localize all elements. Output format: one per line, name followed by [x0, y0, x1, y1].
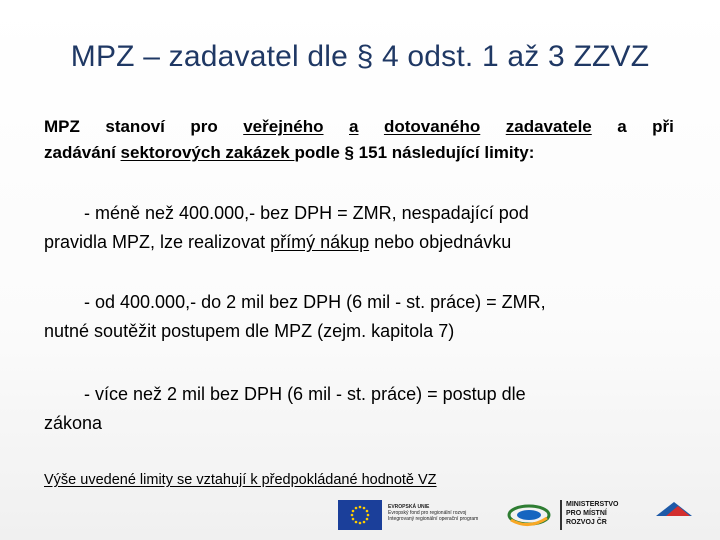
limit-item-3-line-2: zákona [44, 413, 103, 433]
limit-item-1-line-2 [44, 228, 644, 257]
direct-purchase: přímý nákup [270, 232, 370, 252]
intro-word: pro [190, 117, 218, 136]
intro-sector-contracts: sektorových zakázek [120, 143, 295, 162]
intro-line-2 [44, 140, 674, 166]
intro-line-1 [44, 114, 674, 140]
eu-caption-line: EVROPSKÁ UNIE [388, 504, 430, 510]
limit-text: pravidla MPZ, lze realizovat [44, 232, 271, 252]
limit-item-3 [44, 380, 644, 438]
footnote: Výše uvedené limity se vztahují k předpokládané hodnotě VZ [44, 472, 437, 488]
mmr-line: ROZVOJ ČR [566, 519, 607, 526]
mmr-line: PRO MÍSTNÍ [566, 510, 607, 517]
intro-word: stanoví [105, 117, 165, 136]
limit-text: nebo objednávku [369, 232, 512, 252]
intro-word-subsidized: dotovaného [383, 117, 481, 136]
footer-logos [0, 494, 720, 540]
limit-item-3-line-1: - více než 2 mil bez DPH (6 mil - st. práce) = postup dle [84, 384, 526, 404]
eu-caption [388, 504, 498, 522]
intro-word: a [617, 117, 627, 136]
intro-paragraph [44, 114, 674, 166]
mmr-line: MINISTERSTVO [566, 501, 619, 508]
intro-word-public: veřejného [243, 117, 324, 136]
slide-title: MPZ – zadavatel dle § 4 odst. 1 až 3 ZZVZ [70, 40, 650, 73]
irop-logo [505, 500, 553, 530]
intro-word: MPZ [44, 117, 80, 136]
limit-item-1 [44, 199, 644, 257]
mmr-divider [560, 500, 562, 530]
eu-flag-logo [338, 500, 382, 530]
limit-item-1-line-1: - méně než 400.000,- bez DPH = ZMR, nespadající pod [84, 203, 529, 223]
limit-item-2-line-2: nutné soutěžit postupem dle MPZ (zejm. kapitola 7) [44, 321, 455, 341]
intro-text: zadávání [44, 143, 121, 162]
intro-word-contracting-authority: zadavatele [505, 117, 592, 136]
intro-word: při [652, 117, 674, 136]
crr-logo [636, 498, 714, 538]
eu-caption-line: Evropský fond pro regionální rozvoj [388, 510, 467, 516]
limit-item-2 [44, 288, 644, 346]
mmr-logo-text [566, 500, 619, 527]
intro-word: a [349, 117, 359, 136]
eu-caption-line: Integrovaný regionální operační program [388, 516, 479, 522]
intro-text: podle § 151 následující limity: [294, 143, 535, 162]
limit-item-2-line-1: - od 400.000,- do 2 mil bez DPH (6 mil - st. práce) = ZMR, [84, 292, 546, 312]
